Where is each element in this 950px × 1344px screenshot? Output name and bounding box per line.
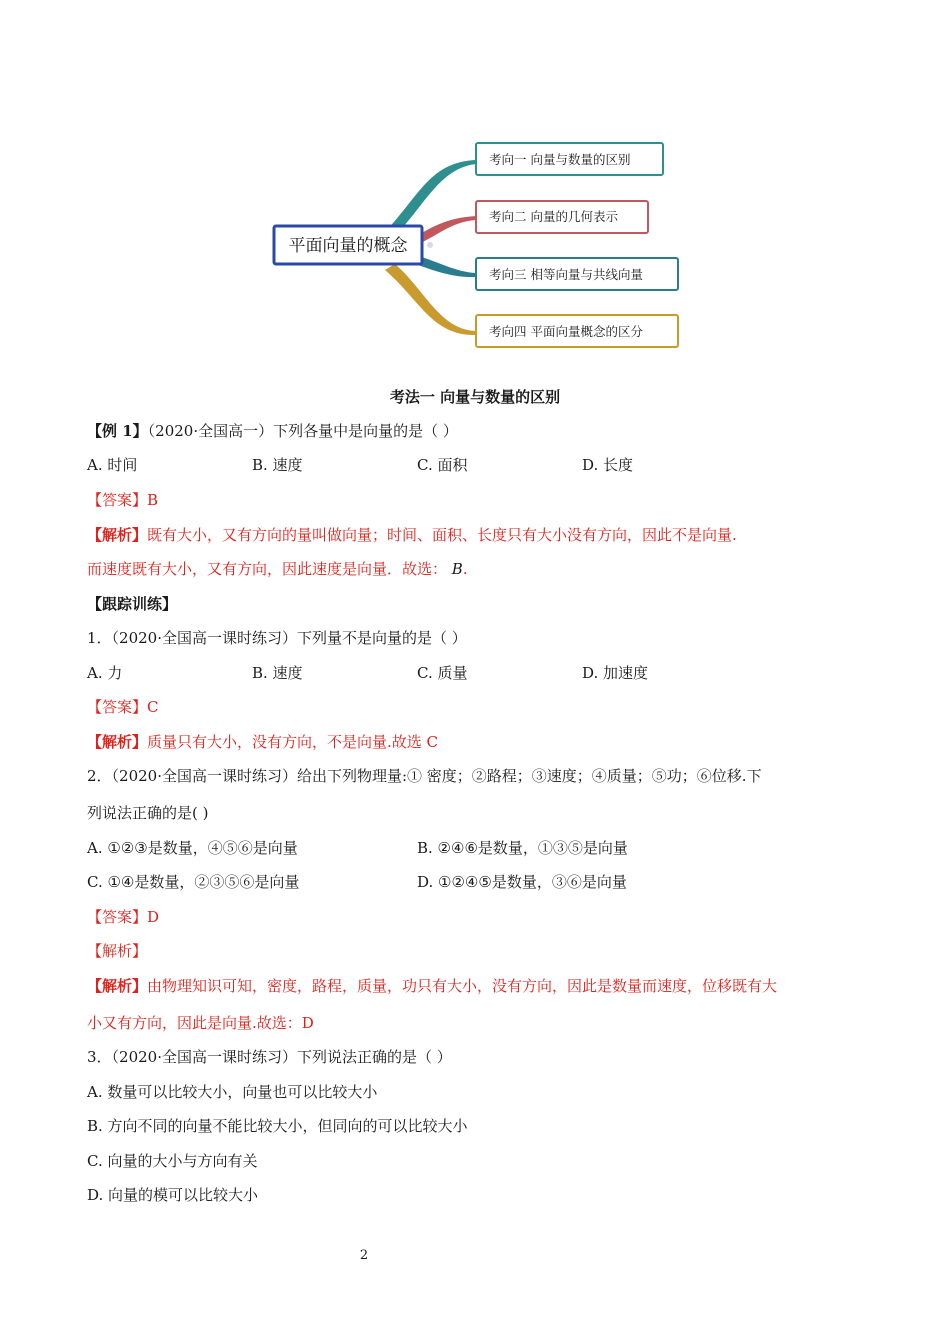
follow-heading: 【跟踪训练】: [87, 595, 178, 613]
q1-stem: 1．（2020·全国高一课时练习）下列量不是向量的是（ ）: [87, 629, 467, 647]
q3-option-c: C. 向量的大小与方向有关: [87, 1152, 258, 1170]
example-analysis-tag: 【解析】: [87, 526, 148, 544]
q2-answer: D: [147, 908, 160, 926]
example-option-c: C. 面积: [417, 456, 468, 474]
q2-answer-line: [87, 907, 159, 927]
q2-analysis-empty-tag: 【解析】: [87, 942, 148, 960]
q1-analysis-line: [87, 732, 438, 752]
example-option-d: D. 长度: [582, 456, 634, 474]
q2-answer-tag: 【答案】: [87, 908, 148, 926]
q2-option-b: B. ②④⑥是数量，①③⑤是向量: [417, 839, 628, 857]
page-number: 2: [359, 1248, 369, 1263]
q3-option-d: D. 向量的模可以比较大小: [87, 1186, 259, 1204]
example-option-b: B. 速度: [252, 456, 303, 474]
q2-analysis-line-1: [87, 976, 777, 996]
example-answer-line: [87, 490, 158, 510]
q1-answer-tag: 【答案】: [87, 698, 148, 716]
example-analysis-line-2: [87, 559, 468, 579]
mind-map: [0, 0, 950, 380]
example-analysis-line-1: [87, 525, 737, 545]
q1-analysis: 质量只有大小，没有方向，不是向量.故选 C: [147, 733, 439, 751]
q2-analysis-tag: 【解析】: [87, 977, 148, 995]
mindmap-center-label: 平面向量的概念: [288, 236, 408, 256]
q1-option-d: D. 加速度: [582, 664, 649, 682]
branch-label-3: 考向三 相等向量与共线向量: [489, 267, 643, 282]
q3-option-a: A. 数量可以比较大小，向量也可以比较大小: [87, 1083, 378, 1101]
q1-option-c: C. 质量: [417, 664, 468, 682]
branch-label-1: 考向一 向量与数量的区别: [489, 152, 631, 167]
section-title: 考法一 向量与数量的区别: [389, 388, 561, 406]
q3-stem: 3．（2020·全国高一课时练习）下列说法正确的是（ ）: [87, 1048, 452, 1066]
example-answer: B: [147, 491, 159, 509]
q2-option-d: D. ①②④⑤是数量，③⑥是向量: [417, 873, 627, 891]
q2-option-c: C. ①④是数量，②③⑤⑥是向量: [87, 873, 300, 891]
q1-answer-line: [87, 697, 159, 717]
example-stem: （2020·全国高一）下列各量中是向量的是（ ）: [147, 422, 458, 440]
example-analysis-2: 而速度既有大小，又有方向，因此速度是向量．故选：: [87, 560, 448, 578]
branch-label-2: 考向二 向量的几何表示: [489, 209, 618, 224]
example-stem-line: [87, 421, 458, 441]
q1-option-b: B. 速度: [252, 664, 303, 682]
q2-analysis-1: 由物理知识可知，密度，路程，质量，功只有大小，没有方向，因此是数量而速度，位移既有大: [147, 977, 778, 995]
q2-stem-line-2: 列说法正确的是( ): [87, 804, 209, 822]
q3-option-b: B. 方向不同的向量不能比较大小，但同向的可以比较大小: [87, 1117, 468, 1135]
q2-stem-line-1: 2．（2020·全国高一课时练习）给出下列物理量:① 密度；②路程；③速度；④质量；⑤功；⑥位移.下: [87, 767, 762, 785]
q1-analysis-tag: 【解析】: [87, 733, 148, 751]
example-analysis-end: .: [462, 560, 468, 578]
q1-answer: C: [147, 698, 159, 716]
example-answer-tag: 【答案】: [87, 491, 148, 509]
q2-option-a: A. ①②③是数量，④⑤⑥是向量: [87, 839, 298, 857]
example-analysis-1: 既有大小，又有方向的量叫做向量；时间、面积、长度只有大小没有方向，因此不是向量.: [147, 526, 737, 544]
q2-analysis-line-2: 小又有方向，因此是向量.故选：D: [87, 1014, 314, 1032]
example-analysis-var: B: [451, 560, 463, 578]
mindmap-center-dot: [427, 242, 433, 248]
example-option-a: A. 时间: [87, 456, 138, 474]
example-tag: 【例 1】: [87, 422, 148, 440]
q1-option-a: A. 力: [87, 664, 123, 682]
branch-label-4: 考向四 平面向量概念的区分: [489, 324, 643, 339]
